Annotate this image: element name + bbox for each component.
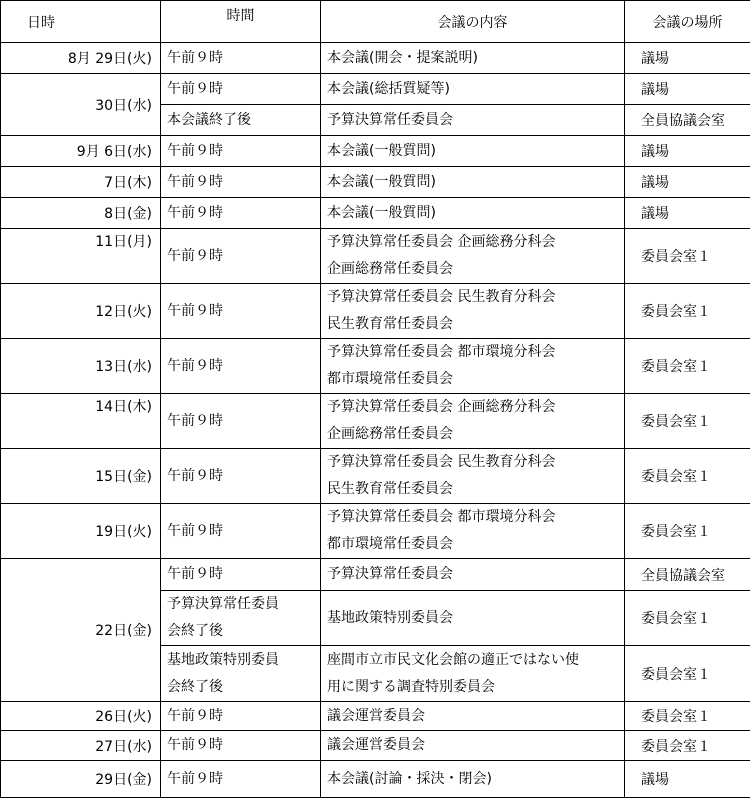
- date-cell: 30日(水): [1, 74, 161, 136]
- time-line: 午前９時: [167, 518, 314, 545]
- content-line: 予算決算常任委員会 民生教育分科会: [327, 449, 618, 476]
- content-line: 予算決算常任委員会 都市環境分科会: [327, 339, 618, 366]
- content-line: 都市環境常任委員会: [327, 366, 618, 393]
- place-cell: 全員協議会室: [625, 559, 750, 591]
- place-cell: 全員協議会室: [625, 105, 750, 136]
- place-cell: 委員会室１: [625, 449, 750, 504]
- time-line: 午前９時: [167, 138, 314, 165]
- table-row: [1, 504, 750, 559]
- content-cell: [321, 136, 625, 167]
- date-cell: 7日(木): [1, 167, 161, 198]
- content-line: 企画総務常任委員会: [327, 421, 618, 448]
- content-line: 民生教育常任委員会: [327, 476, 618, 503]
- date-cell: 11日(月): [1, 229, 161, 284]
- date-cell: 12日(火): [1, 284, 161, 339]
- content-cell: [321, 731, 625, 761]
- table-row: [1, 198, 750, 229]
- place-cell: 議場: [625, 761, 750, 798]
- time-line: 基地政策特別委員: [167, 647, 314, 674]
- place-cell: 委員会室１: [625, 591, 750, 646]
- place-cell: 議場: [625, 198, 750, 229]
- place-cell: 委員会室１: [625, 504, 750, 559]
- content-line: 予算決算常任委員会 企画総務分科会: [327, 394, 618, 421]
- content-cell: [321, 646, 625, 702]
- time-cell: [161, 167, 321, 198]
- content-line: 予算決算常任委員会: [327, 107, 618, 134]
- content-cell: [321, 591, 625, 646]
- table-row: [1, 339, 750, 394]
- time-line: 午前９時: [167, 169, 314, 196]
- place-cell: 委員会室１: [625, 646, 750, 702]
- time-line: 午前９時: [167, 353, 314, 380]
- content-cell: [321, 702, 625, 731]
- date-cell: 8月 29日(火): [1, 43, 161, 74]
- place-cell: 委員会室１: [625, 702, 750, 731]
- table-row: [1, 74, 750, 105]
- time-cell: [161, 702, 321, 731]
- date-cell: 19日(火): [1, 504, 161, 559]
- time-line: 午前９時: [167, 703, 314, 730]
- time-cell: [161, 339, 321, 394]
- content-cell: [321, 284, 625, 339]
- content-line: 座間市立市民文化会館の適正ではない使: [327, 647, 618, 674]
- content-line: 企画総務常任委員会: [327, 256, 618, 283]
- time-line: 午前９時: [167, 243, 314, 270]
- content-line: 予算決算常任委員会 都市環境分科会: [327, 504, 618, 531]
- content-cell: [321, 394, 625, 449]
- place-cell: 議場: [625, 136, 750, 167]
- date-cell: 26日(火): [1, 702, 161, 731]
- content-cell: [321, 74, 625, 105]
- place-column-header: 会議の場所: [625, 1, 750, 43]
- table-row: [1, 449, 750, 504]
- date-cell: 8日(金): [1, 198, 161, 229]
- content-line: 本会議(一般質問): [327, 138, 618, 165]
- time-cell: [161, 646, 321, 702]
- content-cell: [321, 198, 625, 229]
- time-cell: [161, 761, 321, 798]
- date-cell: 22日(金): [1, 559, 161, 702]
- time-cell: [161, 284, 321, 339]
- time-line: 予算決算常任委員: [167, 591, 314, 618]
- time-line: 本会議終了後: [167, 107, 314, 134]
- time-line: 午前９時: [167, 463, 314, 490]
- content-cell: [321, 559, 625, 591]
- content-cell: [321, 504, 625, 559]
- date-cell: 29日(金): [1, 761, 161, 798]
- content-line: 本会議(開会・提案説明): [327, 45, 618, 72]
- time-cell: [161, 449, 321, 504]
- date-column-header: 日時: [1, 1, 161, 43]
- content-line: 用に関する調査特別委員会: [327, 674, 618, 701]
- time-line: 午前９時: [167, 766, 314, 793]
- date-cell: 27日(水): [1, 731, 161, 761]
- time-line: 会終了後: [167, 674, 314, 701]
- time-line: 午前９時: [167, 45, 314, 72]
- content-column-header: 会議の内容: [321, 1, 625, 43]
- table-row: [1, 761, 750, 798]
- time-line: 会終了後: [167, 618, 314, 645]
- place-cell: 委員会室１: [625, 731, 750, 761]
- time-cell: [161, 105, 321, 136]
- date-cell: 14日(木): [1, 394, 161, 449]
- place-cell: 議場: [625, 74, 750, 105]
- place-cell: 議場: [625, 43, 750, 74]
- table-row: [1, 559, 750, 591]
- time-line: 午前９時: [167, 200, 314, 227]
- content-cell: [321, 339, 625, 394]
- content-cell: [321, 449, 625, 504]
- time-cell: [161, 504, 321, 559]
- content-cell: [321, 167, 625, 198]
- table-row: [1, 394, 750, 449]
- time-cell: [161, 43, 321, 74]
- place-cell: 議場: [625, 167, 750, 198]
- table-row: [1, 731, 750, 761]
- content-line: 都市環境常任委員会: [327, 531, 618, 558]
- time-cell: [161, 394, 321, 449]
- time-cell: [161, 198, 321, 229]
- table-row: [1, 136, 750, 167]
- content-line: 予算決算常任委員会 企画総務分科会: [327, 229, 618, 256]
- place-cell: 委員会室１: [625, 284, 750, 339]
- time-cell: [161, 229, 321, 284]
- content-cell: [321, 229, 625, 284]
- content-cell: [321, 43, 625, 74]
- content-line: 予算決算常任委員会 民生教育分科会: [327, 284, 618, 311]
- content-line: 基地政策特別委員会: [327, 605, 618, 632]
- time-cell: [161, 74, 321, 105]
- content-line: 予算決算常任委員会: [327, 561, 618, 588]
- content-line: 民生教育常任委員会: [327, 311, 618, 338]
- content-line: 議会運営委員会: [327, 732, 618, 759]
- time-cell: [161, 136, 321, 167]
- table-row: [1, 43, 750, 74]
- table-row: [1, 229, 750, 284]
- time-line: 午前９時: [167, 561, 314, 588]
- date-cell: 9月 6日(水): [1, 136, 161, 167]
- time-cell: [161, 591, 321, 646]
- date-cell: 13日(水): [1, 339, 161, 394]
- time-line: 午前９時: [167, 76, 314, 103]
- time-line: 午前９時: [167, 732, 314, 759]
- content-cell: [321, 761, 625, 798]
- date-cell: 15日(金): [1, 449, 161, 504]
- table-row: [1, 167, 750, 198]
- table-row: [1, 284, 750, 339]
- place-cell: 委員会室１: [625, 229, 750, 284]
- content-line: 本会議(一般質問): [327, 200, 618, 227]
- content-line: 本会議(一般質問): [327, 169, 618, 196]
- time-line: 午前９時: [167, 298, 314, 325]
- place-cell: 委員会室１: [625, 339, 750, 394]
- time-line: 午前９時: [167, 408, 314, 435]
- time-cell: [161, 559, 321, 591]
- content-line: 本会議(討論・採決・閉会): [327, 766, 618, 793]
- table-row: [1, 702, 750, 731]
- time-cell: [161, 731, 321, 761]
- table-header-row: [1, 1, 750, 43]
- place-cell: 委員会室１: [625, 394, 750, 449]
- content-cell: [321, 105, 625, 136]
- time-column-header: 時間: [161, 1, 321, 43]
- content-line: 本会議(総括質疑等): [327, 76, 618, 103]
- content-line: 議会運営委員会: [327, 703, 618, 730]
